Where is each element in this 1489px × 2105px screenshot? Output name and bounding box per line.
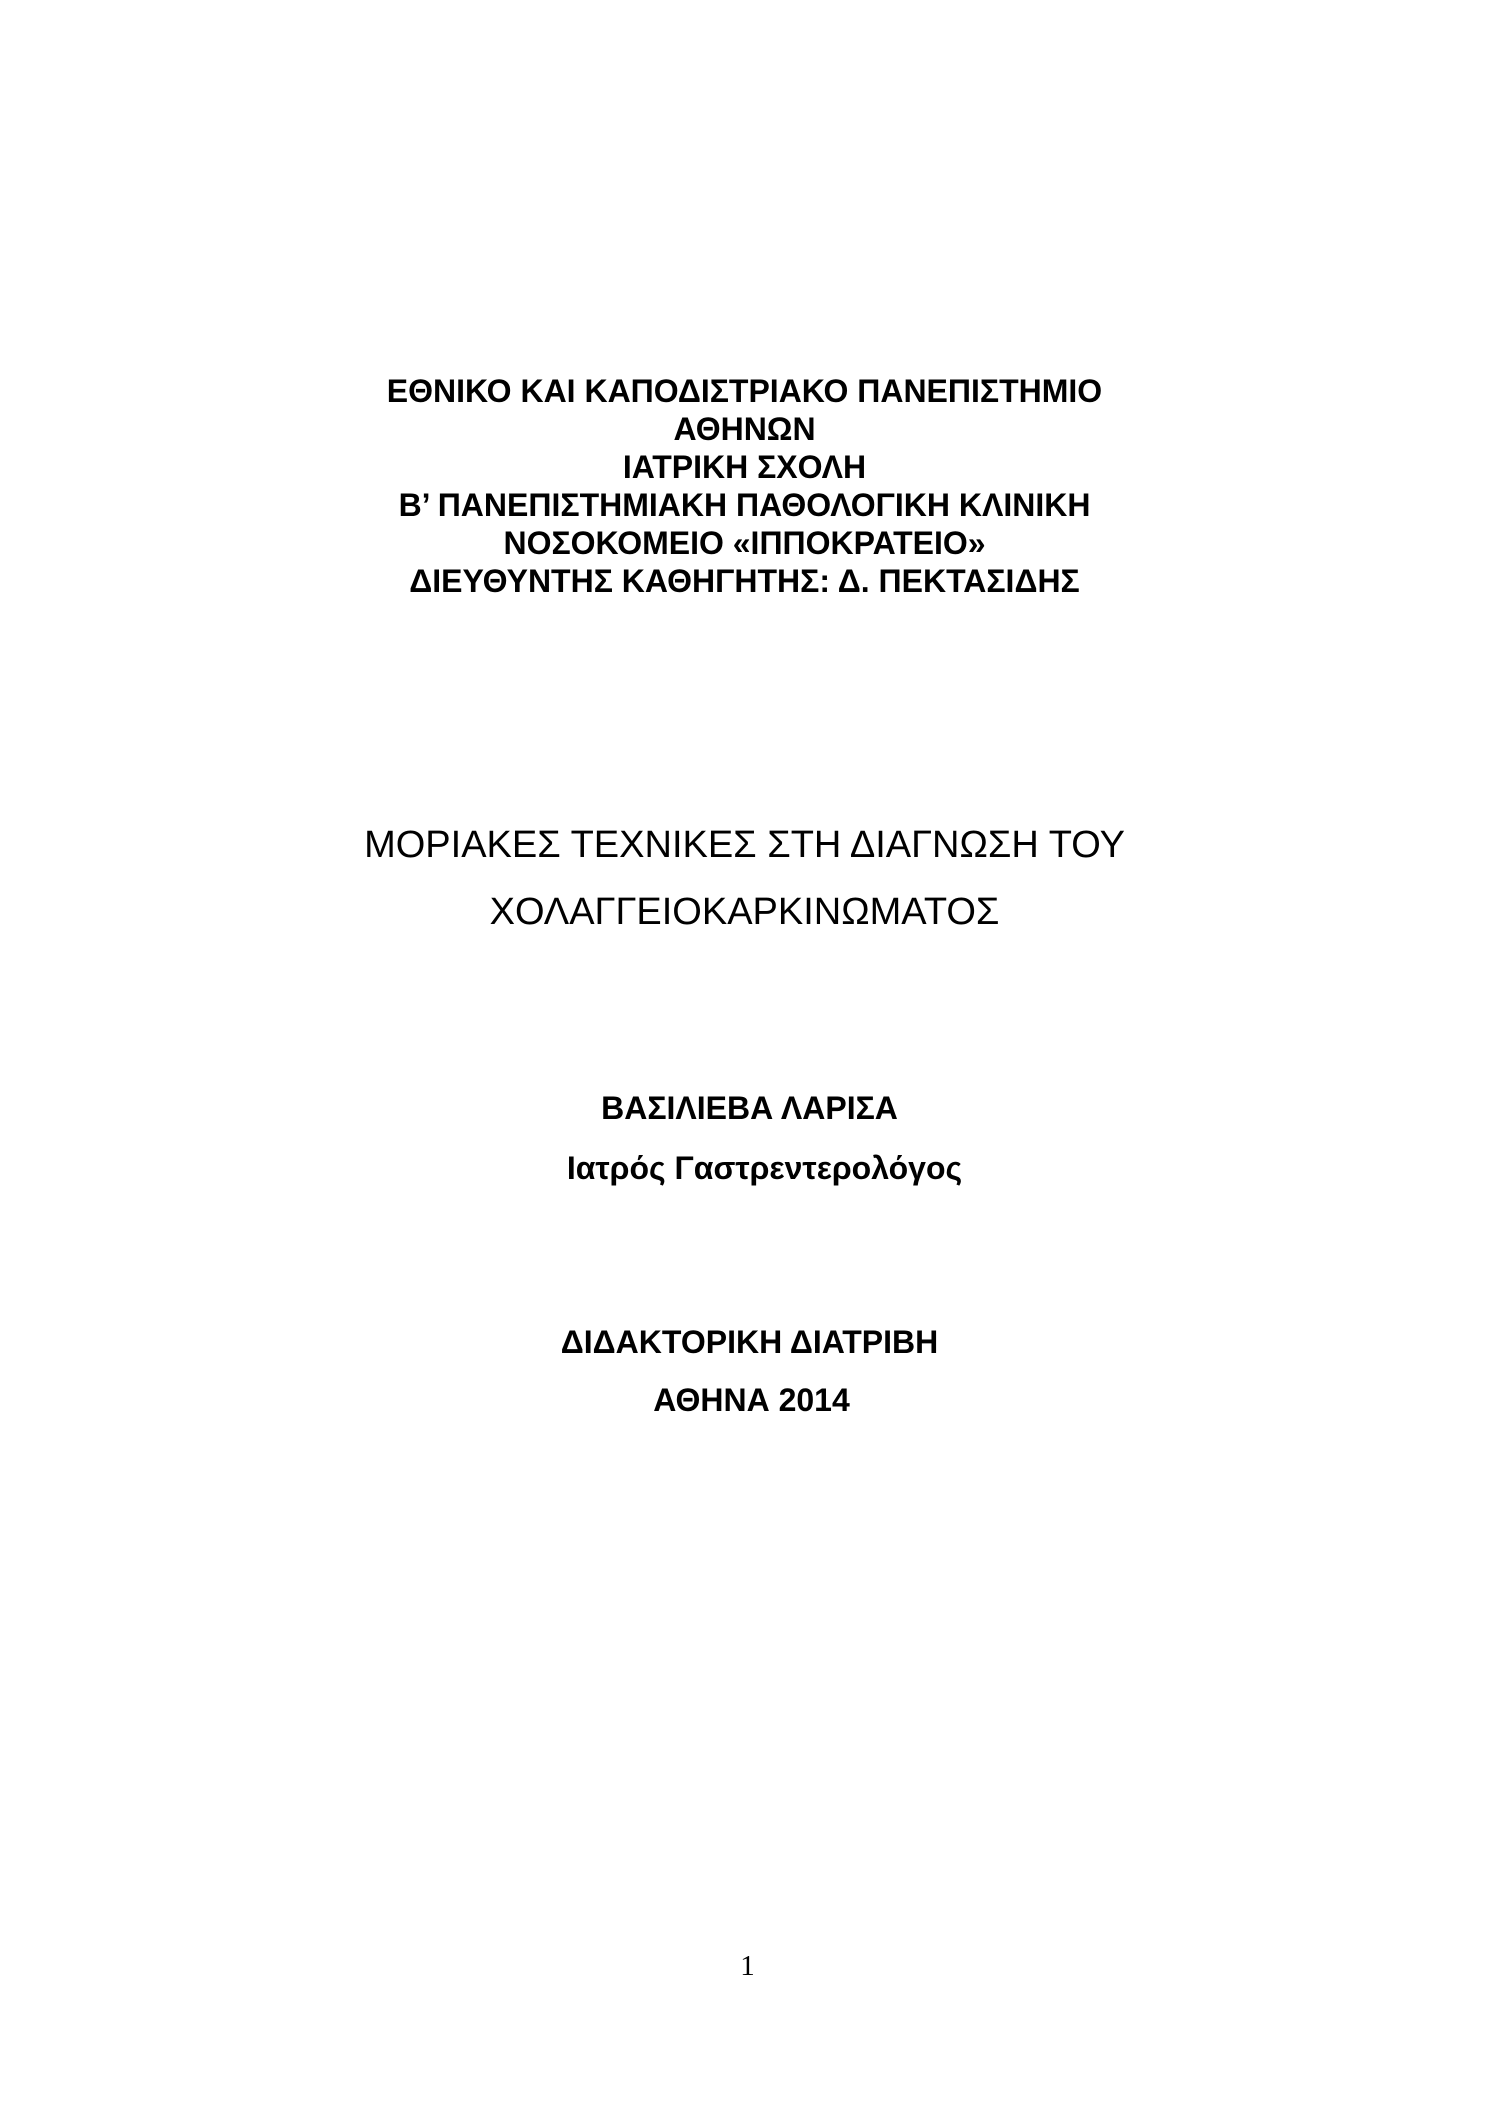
institution-header: [0, 372, 1489, 600]
thesis-title-line-2: ΧΟΛΑΓΓΕΙΟΚΑΡΚΙΝΩΜΑΤΟΣ: [489, 891, 1000, 933]
thesis-title: [0, 812, 1489, 946]
clinic-name: Β’ ΠΑΝΕΠΙΣΤΗΜΙΑΚΗ ΠΑΘΟΛΟΓΙΚΗ ΚΛΙΝΙΚΗ: [398, 487, 1091, 523]
university-city: ΑΘΗΝΩΝ: [673, 411, 816, 447]
page-number: [0, 1950, 1489, 1983]
page-number-text: 1: [740, 1950, 755, 1982]
place-year: ΑΘΗΝΑ 2014: [653, 1382, 850, 1418]
director-name: ΔΙΕΥΘΥΝΤΗΣ ΚΑΘΗΓΗΤΗΣ: Δ. ΠΕΚΤΑΣΙΔΗΣ: [409, 563, 1080, 599]
author-block: [0, 1078, 1489, 1198]
hospital-name: ΝΟΣΟΚΟΜΕΙΟ «ΙΠΠΟΚΡΑΤΕΙΟ»: [503, 525, 986, 561]
author-role: Ιατρός Γαστρεντερολόγος: [566, 1150, 963, 1186]
thesis-title-line-1: ΜΟΡΙΑΚΕΣ ΤΕΧΝΙΚΕΣ ΣΤΗ ΔΙΑΓΝΩΣΗ ΤΟΥ: [364, 824, 1125, 866]
university-name: ΕΘΝΙΚΟ ΚΑΙ ΚΑΠΟΔΙΣΤΡΙΑΚΟ ΠΑΝΕΠΙΣΤΗΜΙΟ: [386, 373, 1103, 409]
degree-type: ΔΙΔΑΚΤΟΡΙΚΗ ΔΙΑΤΡΙΒΗ: [560, 1324, 939, 1360]
author-name: ΒΑΣΙΛΙΕΒΑ ΛΑΡΙΣΑ: [601, 1090, 898, 1126]
degree-block: [0, 1313, 1489, 1429]
school-name: ΙΑΤΡΙΚΗ ΣΧΟΛΗ: [622, 449, 867, 485]
